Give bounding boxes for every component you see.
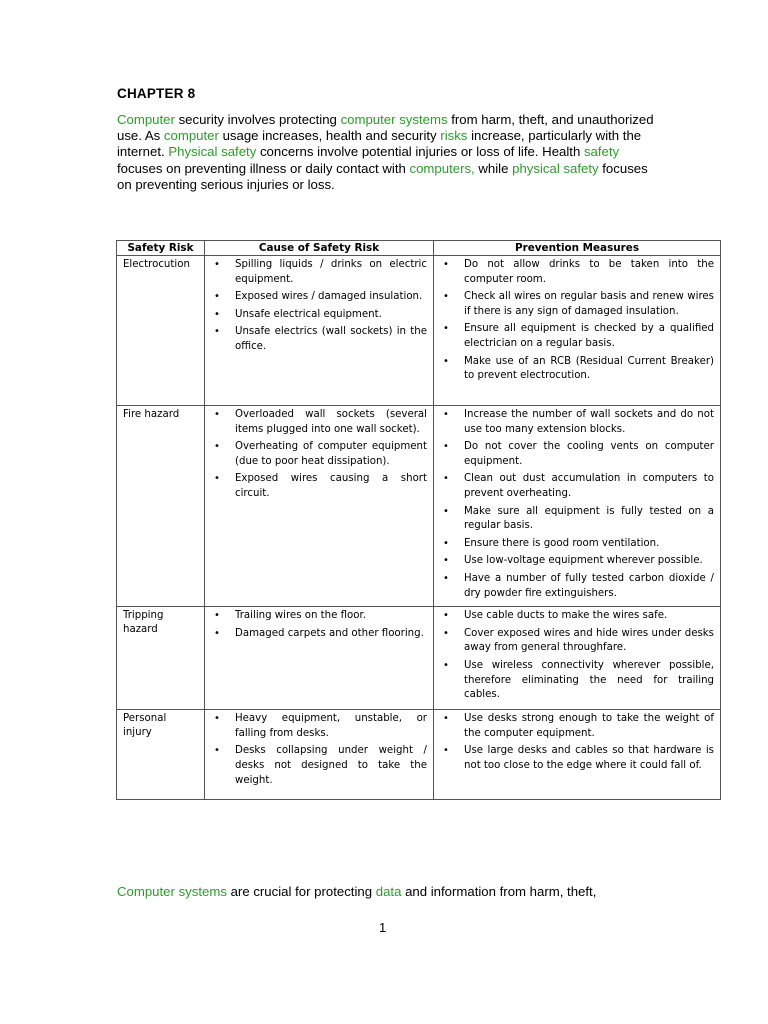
bullet-icon: • <box>443 355 449 367</box>
list-item-text: Cover exposed wires and hide wires under desks away from general throughfare. <box>464 627 714 654</box>
list-item-text: Overheating of computer equipment (due to poor heat dissipation). <box>235 441 427 467</box>
prevention-cell <box>434 256 721 406</box>
bullet-icon: • <box>443 537 449 549</box>
list-item-text: Trailing wires on the floor. <box>235 610 367 622</box>
bullet-icon: • <box>214 610 220 622</box>
list-item-text: Heavy equipment, unstable, or falling from desks. <box>235 713 427 739</box>
list-item <box>440 290 714 319</box>
bottom-text: are crucial for protecting <box>226 884 376 899</box>
list-item <box>440 609 714 624</box>
list-item-text: Check all wires on regular basis and renew wires if there is any sign of damaged insulation. <box>464 291 714 317</box>
list-item <box>211 258 427 287</box>
list-item <box>440 322 714 351</box>
term-link[interactable]: Physical safety <box>168 144 257 160</box>
safety-risk-table <box>116 240 721 800</box>
list-item <box>211 472 427 501</box>
bullet-icon: • <box>214 627 220 639</box>
bullet-icon: • <box>443 505 449 517</box>
prevention-cell <box>434 710 721 800</box>
bullet-icon: • <box>443 659 449 671</box>
intro-text: concerns involve potential injuries or loss of life. Health <box>256 144 584 160</box>
bullet-icon: • <box>214 745 220 757</box>
list-item-text: Unsafe electrical equipment. <box>235 308 382 320</box>
risk-cell: Fire hazard <box>117 406 205 607</box>
list-item-text: Make use of an RCB (Residual Current Breaker) to prevent electrocution. <box>464 355 714 382</box>
table-header-row <box>117 241 721 256</box>
intro-text: security involves protecting <box>174 112 341 127</box>
bottom-text: and information from harm, theft, <box>401 884 597 899</box>
list-item <box>211 308 427 323</box>
header-safety-risk: Safety Risk <box>117 241 205 256</box>
list-item <box>440 744 714 773</box>
chapter-heading: CHAPTER 8 <box>117 86 196 101</box>
bullet-icon: • <box>443 572 449 584</box>
term-link[interactable]: data <box>375 884 402 899</box>
list-item <box>211 744 427 788</box>
list-item <box>440 258 714 287</box>
list-item-text: Use low-voltage equipment wherever possible. <box>464 555 703 567</box>
term-link[interactable]: safety <box>583 144 620 160</box>
list-item-text: Ensure all equipment is checked by a qualified electrician on a regular basis. <box>464 323 714 349</box>
list-item <box>440 408 714 437</box>
prevention-cell <box>434 607 721 710</box>
list-item-text: Damaged carpets and other flooring. <box>235 627 424 639</box>
bullet-icon: • <box>214 409 220 420</box>
list-item-text: Exposed wires / damaged insulation. <box>235 291 423 303</box>
list-item <box>440 572 714 601</box>
intro-text: focuses on preventing serious injuries or loss. <box>117 160 648 192</box>
list-item <box>440 537 714 552</box>
term-link[interactable]: computers, <box>409 160 475 176</box>
list-item <box>211 609 427 624</box>
bullet-icon: • <box>443 610 449 622</box>
bullet-icon: • <box>443 259 449 270</box>
risk-cell: Tripping hazard <box>117 607 205 710</box>
bullet-icon: • <box>443 745 449 757</box>
list-item-text: Do not allow drinks to be taken into the computer room. <box>464 259 714 285</box>
list-item-text: Use desks strong enough to take the weight of the computer equipment. <box>464 713 714 739</box>
list-item-text: Use large desks and cables so that hardware is not too close to the edge where it could fall of. <box>464 745 714 771</box>
intro-text: usage increases, health and security <box>218 128 441 144</box>
intro-text: while <box>474 160 513 176</box>
list-item-text: Use cable ducts to make the wires safe. <box>464 610 668 622</box>
list-item-text: Use wireless connectivity wherever possible, therefore eliminating the need for trailing cables. <box>464 659 714 701</box>
bullet-icon: • <box>214 259 220 270</box>
bullet-icon: • <box>443 713 449 725</box>
page-number: 1 <box>379 920 387 935</box>
cause-cell <box>205 607 434 710</box>
table-row <box>117 710 721 800</box>
bullet-icon: • <box>443 409 449 420</box>
bullet-icon: • <box>214 441 220 453</box>
bullet-icon: • <box>443 323 449 335</box>
list-item-text: Make sure all equipment is fully tested on a regular basis. <box>464 505 714 532</box>
list-item <box>440 627 714 656</box>
list-item <box>211 440 427 469</box>
list-item <box>211 325 427 354</box>
table-row <box>117 256 721 406</box>
intro-text: focuses on preventing illness or daily contact with <box>117 160 410 176</box>
list-item <box>211 712 427 741</box>
risk-cell: Personal injury <box>117 710 205 800</box>
list-item <box>440 472 714 501</box>
list-item-text: Increase the number of wall sockets and do not use too many extension blocks. <box>464 409 714 435</box>
intro-paragraph <box>117 112 657 193</box>
bullet-icon: • <box>214 326 220 338</box>
list-item <box>211 408 427 437</box>
bottom-paragraph <box>117 884 596 899</box>
list-item-text: Ensure there is good room ventilation. <box>464 537 660 549</box>
term-link[interactable]: Computer systems <box>117 884 227 899</box>
table-row <box>117 607 721 710</box>
term-link[interactable]: computer <box>163 128 219 144</box>
list-item <box>211 290 427 305</box>
list-item-text: Overloaded wall sockets (several items plugged into one wall socket). <box>235 409 427 435</box>
risk-cell: Electrocution <box>117 256 205 406</box>
table-row <box>117 406 721 607</box>
list-item <box>440 554 714 569</box>
list-item <box>440 712 714 741</box>
cause-cell <box>205 256 434 406</box>
list-item-text: Unsafe electrics (wall sockets) in the office. <box>235 326 427 352</box>
list-item-text: Clean out dust accumulation in computers to prevent overheating. <box>464 473 714 499</box>
intro-text: from harm, theft, and unauthorized use. As <box>117 112 654 144</box>
header-cause: Cause of Safety Risk <box>205 241 434 256</box>
bullet-icon: • <box>214 291 220 303</box>
bullet-icon: • <box>214 308 220 320</box>
list-item-text: Have a number of fully tested carbon dioxide / dry powder fire extinguishers. <box>464 572 714 599</box>
cause-cell <box>205 710 434 800</box>
list-item-text: Do not cover the cooling vents on computer equipment. <box>464 441 714 467</box>
header-prevention: Prevention Measures <box>434 241 721 256</box>
bullet-icon: • <box>443 291 449 303</box>
bullet-icon: • <box>443 473 449 485</box>
bullet-icon: • <box>443 627 449 639</box>
list-item <box>211 627 427 642</box>
list-item-text: Exposed wires causing a short circuit. <box>235 473 427 499</box>
term-link[interactable]: physical safety <box>512 160 599 176</box>
bullet-icon: • <box>443 555 449 567</box>
list-item <box>440 505 714 534</box>
term-link[interactable]: Computer <box>117 112 175 127</box>
cause-cell <box>205 406 434 607</box>
list-item-text: Spilling liquids / drinks on electric equipment. <box>235 259 427 285</box>
bullet-icon: • <box>443 441 449 453</box>
prevention-cell <box>434 406 721 607</box>
bullet-icon: • <box>214 713 220 725</box>
list-item-text: Desks collapsing under weight / desks not designed to take the weight. <box>235 745 427 786</box>
list-item <box>440 440 714 469</box>
list-item <box>440 355 714 384</box>
term-link[interactable]: computer systems <box>340 112 448 127</box>
list-item <box>440 659 714 703</box>
intro-text: increase, particularly with the internet. <box>117 128 642 160</box>
bullet-icon: • <box>214 473 220 485</box>
term-link[interactable]: risks <box>440 128 468 144</box>
